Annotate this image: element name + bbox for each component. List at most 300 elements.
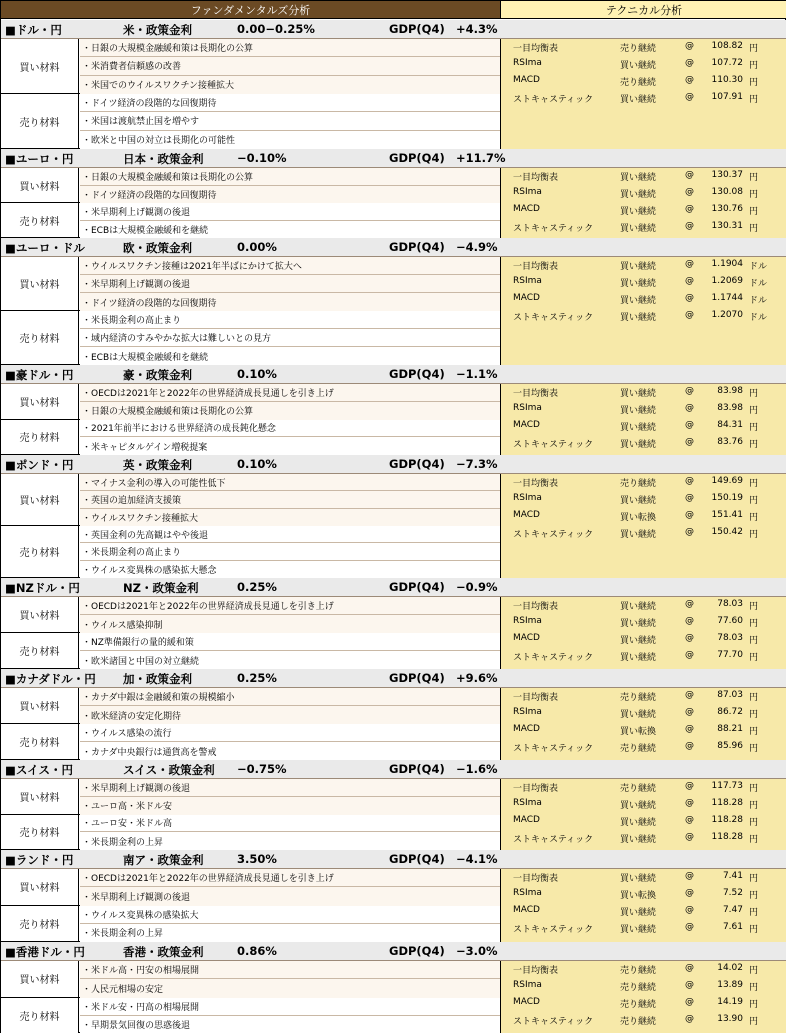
technical-panel bbox=[500, 168, 786, 238]
indicator-row bbox=[501, 779, 786, 796]
gdp-label: GDP(Q4) bbox=[389, 240, 445, 254]
policy-rate-value: 0.00% bbox=[237, 240, 277, 254]
at-symbol: @ bbox=[685, 420, 694, 430]
technical-header: テクニカル分析 bbox=[500, 1, 786, 19]
policy-rate-label: 加・政策金利 bbox=[123, 672, 192, 686]
indicator-name: MACD bbox=[513, 997, 540, 1007]
sell-materials-group bbox=[1, 724, 500, 760]
buy-material-item: ・人民元相場の安定 bbox=[80, 979, 500, 997]
buy-material-item: ・OECDは2021年と2022年の世界経済成長見通しを引き上げ bbox=[80, 384, 500, 402]
sell-label: 売り材料 bbox=[1, 203, 79, 237]
indicator-row bbox=[501, 978, 786, 995]
indicator-name: RSIma bbox=[513, 616, 542, 626]
indicator-value: 13.89 bbox=[717, 980, 743, 990]
indicator-value: 77.60 bbox=[717, 616, 743, 626]
sell-materials-group bbox=[1, 906, 500, 943]
gdp-value: −1.1% bbox=[456, 367, 498, 381]
sell-materials-group bbox=[1, 420, 500, 456]
indicator-unit: 円 bbox=[749, 874, 759, 884]
at-symbol: @ bbox=[685, 781, 694, 791]
indicator-name: ストキャスティック bbox=[513, 224, 594, 234]
at-symbol: @ bbox=[685, 599, 694, 609]
buy-material-item: ・米早期利上げ観測の後退 bbox=[80, 275, 500, 293]
buy-materials-group bbox=[1, 39, 500, 94]
gdp-value: −7.3% bbox=[456, 457, 498, 471]
indicator-value: 13.90 bbox=[717, 1014, 743, 1024]
sell-label: 売り材料 bbox=[1, 724, 79, 759]
indicator-name: RSIma bbox=[513, 798, 542, 808]
buy-label: 買い材料 bbox=[1, 257, 79, 310]
sell-material-item: ・ウイルス変異株の感染拡大懸念 bbox=[80, 561, 500, 578]
indicator-row bbox=[501, 705, 786, 722]
indicator-value: 130.37 bbox=[711, 170, 743, 180]
indicator-row bbox=[501, 525, 786, 542]
indicator-signal: 買い継続 bbox=[620, 801, 657, 811]
buy-label: 買い材料 bbox=[1, 688, 79, 723]
sell-label: 売り材料 bbox=[1, 311, 79, 364]
indicator-name: RSIma bbox=[513, 276, 542, 286]
indicator-signal: 買い継続 bbox=[620, 619, 657, 629]
at-symbol: @ bbox=[685, 997, 694, 1007]
indicator-name: 一目均衡表 bbox=[513, 602, 559, 612]
buy-materials-group bbox=[1, 597, 500, 633]
sell-material-item: ・域内経済のすみやかな拡大は難しいとの見方 bbox=[80, 329, 500, 347]
indicator-value: 14.02 bbox=[717, 963, 743, 973]
indicator-value: 83.98 bbox=[717, 386, 743, 396]
indicator-value: 130.31 bbox=[711, 221, 743, 231]
buy-materials-group bbox=[1, 474, 500, 526]
sell-label: 売り材料 bbox=[1, 998, 79, 1033]
indicator-signal: 買い継続 bbox=[620, 61, 657, 71]
sell-material-item: ・NZ準備銀行の量的緩和策 bbox=[80, 633, 500, 651]
at-symbol: @ bbox=[685, 41, 694, 51]
indicator-value: 107.91 bbox=[711, 92, 743, 102]
at-symbol: @ bbox=[685, 437, 694, 447]
indicator-value: 7.61 bbox=[722, 922, 743, 932]
indicator-signal: 売り継続 bbox=[620, 784, 657, 794]
indicator-unit: 円 bbox=[749, 818, 759, 828]
indicator-signal: 買い転換 bbox=[620, 891, 657, 901]
indicator-signal: 売り継続 bbox=[620, 1017, 657, 1027]
sell-material-item: ・米長期金利の高止まり bbox=[80, 311, 500, 329]
indicator-name: 一目均衡表 bbox=[513, 262, 559, 272]
policy-rate-label: NZ・政策金利 bbox=[123, 581, 199, 595]
indicator-value: 151.41 bbox=[711, 510, 743, 520]
indicator-signal: 買い継続 bbox=[620, 423, 657, 433]
section-title bbox=[1, 760, 786, 779]
indicator-unit: 円 bbox=[749, 602, 759, 612]
indicator-name: RSIma bbox=[513, 888, 542, 898]
indicator-name: 一目均衡表 bbox=[513, 44, 559, 54]
indicator-value: 118.28 bbox=[711, 815, 743, 825]
indicator-signal: 売り継続 bbox=[620, 983, 657, 993]
indicator-name: RSIma bbox=[513, 403, 542, 413]
at-symbol: @ bbox=[685, 922, 694, 932]
indicator-signal: 買い継続 bbox=[620, 908, 657, 918]
indicator-row bbox=[501, 401, 786, 418]
currency-section bbox=[1, 760, 786, 850]
indicator-unit: 円 bbox=[749, 61, 759, 71]
buy-materials-group bbox=[1, 869, 500, 906]
sell-materials-group bbox=[1, 633, 500, 669]
indicator-unit: 円 bbox=[749, 530, 759, 540]
sell-label: 売り材料 bbox=[1, 815, 79, 850]
indicator-row bbox=[501, 614, 786, 631]
policy-rate-label: スイス・政策金利 bbox=[123, 763, 215, 777]
indicator-signal: 買い継続 bbox=[620, 173, 657, 183]
indicator-signal: 売り継続 bbox=[620, 78, 657, 88]
indicator-row bbox=[501, 886, 786, 903]
buy-material-item: ・日銀の大規模金融緩和策は長期化の公算 bbox=[80, 39, 500, 57]
sell-materials-group bbox=[1, 94, 500, 149]
indicator-signal: 買い継続 bbox=[620, 874, 657, 884]
technical-panel bbox=[500, 961, 786, 1033]
buy-material-item: ・ウイルス感染抑制 bbox=[80, 615, 500, 633]
indicator-unit: 円 bbox=[749, 710, 759, 720]
indicator-name: ストキャスティック bbox=[513, 440, 594, 450]
at-symbol: @ bbox=[685, 187, 694, 197]
buy-materials-group bbox=[1, 779, 500, 815]
indicator-name: RSIma bbox=[513, 493, 542, 503]
indicator-unit: ドル bbox=[749, 313, 768, 323]
indicator-value: 150.42 bbox=[711, 527, 743, 537]
indicator-signal: 売り継続 bbox=[620, 966, 657, 976]
indicator-name: 一目均衡表 bbox=[513, 389, 559, 399]
policy-rate-value: 0.25% bbox=[237, 671, 277, 685]
sell-material-item: ・2021年前半における世界経済の成長鈍化懸念 bbox=[80, 420, 500, 438]
buy-material-item: ・マイナス金利の導入の可能性低下 bbox=[80, 474, 500, 491]
gdp-label: GDP(Q4) bbox=[389, 367, 445, 381]
indicator-row bbox=[501, 920, 786, 937]
indicator-name: ストキャスティック bbox=[513, 1017, 594, 1027]
at-symbol: @ bbox=[685, 1014, 694, 1024]
indicator-unit: 円 bbox=[749, 727, 759, 737]
indicator-signal: 買い継続 bbox=[620, 296, 657, 306]
buy-material-item: ・米ドル高・円安の相場展開 bbox=[80, 961, 500, 979]
technical-panel bbox=[500, 474, 786, 578]
policy-rate-value: 0.86% bbox=[237, 944, 277, 958]
at-symbol: @ bbox=[685, 832, 694, 842]
sell-material-item: ・早期景気回復の思惑後退 bbox=[80, 1016, 500, 1033]
policy-rate-value: −0.10% bbox=[237, 151, 287, 165]
indicator-signal: 買い継続 bbox=[620, 530, 657, 540]
indicator-signal: 買い継続 bbox=[620, 95, 657, 105]
indicator-value: 7.47 bbox=[722, 905, 743, 915]
sell-materials-group bbox=[1, 998, 500, 1033]
policy-rate-value: −0.75% bbox=[237, 762, 287, 776]
indicator-value: 78.03 bbox=[717, 599, 743, 609]
indicator-row bbox=[501, 722, 786, 739]
buy-materials-group bbox=[1, 168, 500, 203]
buy-material-item: ・日銀の大規模金融緩和策は長期化の公算 bbox=[80, 168, 500, 186]
indicator-unit: 円 bbox=[749, 693, 759, 703]
indicator-value: 150.19 bbox=[711, 493, 743, 503]
indicator-signal: 買い継続 bbox=[620, 406, 657, 416]
gdp-label: GDP(Q4) bbox=[389, 457, 445, 471]
sell-material-item: ・ECBは大規模金融緩和を継続 bbox=[80, 347, 500, 365]
indicator-unit: 円 bbox=[749, 784, 759, 794]
indicator-value: 83.76 bbox=[717, 437, 743, 447]
indicator-row bbox=[501, 56, 786, 73]
technical-panel bbox=[500, 779, 786, 850]
technical-panel bbox=[500, 384, 786, 455]
indicator-unit: 円 bbox=[749, 496, 759, 506]
buy-label: 買い材料 bbox=[1, 961, 79, 997]
indicator-value: 1.2070 bbox=[711, 310, 743, 320]
indicator-unit: 円 bbox=[749, 190, 759, 200]
currency-section bbox=[1, 669, 786, 760]
indicator-unit: 円 bbox=[749, 983, 759, 993]
indicator-value: 110.30 bbox=[711, 75, 743, 85]
indicator-name: 一目均衡表 bbox=[513, 874, 559, 884]
indicator-name: MACD bbox=[513, 815, 540, 825]
indicator-row bbox=[501, 185, 786, 202]
technical-panel bbox=[500, 688, 786, 760]
indicator-unit: 円 bbox=[749, 207, 759, 217]
technical-panel bbox=[500, 597, 786, 669]
policy-rate-label: 日本・政策金利 bbox=[123, 152, 204, 166]
indicator-signal: 売り継続 bbox=[620, 1000, 657, 1010]
currency-section bbox=[1, 850, 786, 942]
indicator-unit: 円 bbox=[749, 389, 759, 399]
indicator-row bbox=[501, 491, 786, 508]
section-title bbox=[1, 850, 786, 869]
indicator-row bbox=[501, 597, 786, 614]
buy-materials-group bbox=[1, 961, 500, 998]
at-symbol: @ bbox=[685, 276, 694, 286]
gdp-value: +9.6% bbox=[456, 671, 498, 685]
indicator-signal: 買い転換 bbox=[620, 727, 657, 737]
policy-rate-label: 英・政策金利 bbox=[123, 458, 192, 472]
at-symbol: @ bbox=[685, 871, 694, 881]
indicator-row bbox=[501, 1012, 786, 1029]
indicator-row bbox=[501, 291, 786, 308]
indicator-unit: 円 bbox=[749, 1000, 759, 1010]
indicator-row bbox=[501, 384, 786, 401]
at-symbol: @ bbox=[685, 690, 694, 700]
currency-section bbox=[1, 942, 786, 1033]
currency-pair: ■ポンド・円 bbox=[5, 458, 74, 472]
at-symbol: @ bbox=[685, 888, 694, 898]
gdp-value: −1.6% bbox=[456, 762, 498, 776]
section-title bbox=[1, 149, 786, 168]
indicator-unit: 円 bbox=[749, 966, 759, 976]
indicator-name: ストキャスティック bbox=[513, 530, 594, 540]
indicator-name: ストキャスティック bbox=[513, 925, 594, 935]
buy-material-item: ・ドイツ経済の段階的な回復期待 bbox=[80, 293, 500, 311]
indicator-value: 117.73 bbox=[711, 781, 743, 791]
at-symbol: @ bbox=[685, 170, 694, 180]
fundamentals-header: ファンダメンタルズ分析 bbox=[1, 1, 500, 19]
indicator-name: MACD bbox=[513, 724, 540, 734]
buy-label: 買い材料 bbox=[1, 597, 79, 632]
indicator-row bbox=[501, 995, 786, 1012]
indicator-value: 118.28 bbox=[711, 798, 743, 808]
sell-material-item: ・ウイルス感染の流行 bbox=[80, 724, 500, 742]
indicator-signal: 買い継続 bbox=[620, 207, 657, 217]
indicator-row bbox=[501, 739, 786, 756]
sell-materials-group bbox=[1, 203, 500, 238]
at-symbol: @ bbox=[685, 259, 694, 269]
at-symbol: @ bbox=[685, 724, 694, 734]
currency-pair: ■ランド・円 bbox=[5, 853, 74, 867]
gdp-label: GDP(Q4) bbox=[389, 22, 445, 36]
indicator-unit: 円 bbox=[749, 925, 759, 935]
indicator-row bbox=[501, 688, 786, 705]
indicator-value: 118.28 bbox=[711, 832, 743, 842]
indicator-name: MACD bbox=[513, 633, 540, 643]
indicator-name: 一目均衡表 bbox=[513, 479, 559, 489]
buy-material-item: ・米消費者信頼感の改善 bbox=[80, 57, 500, 75]
indicator-row bbox=[501, 961, 786, 978]
indicator-name: ストキャスティック bbox=[513, 95, 594, 105]
indicator-name: 一目均衡表 bbox=[513, 693, 559, 703]
indicator-unit: 円 bbox=[749, 801, 759, 811]
indicator-unit: 円 bbox=[749, 479, 759, 489]
at-symbol: @ bbox=[685, 905, 694, 915]
currency-section bbox=[1, 149, 786, 238]
sell-material-item: ・米長期金利の上昇 bbox=[80, 924, 500, 942]
indicator-name: MACD bbox=[513, 293, 540, 303]
sell-label: 売り材料 bbox=[1, 526, 79, 577]
at-symbol: @ bbox=[685, 75, 694, 85]
buy-label: 買い材料 bbox=[1, 384, 79, 419]
at-symbol: @ bbox=[685, 510, 694, 520]
buy-material-item: ・OECDは2021年と2022年の世界経済成長見通しを引き上げ bbox=[80, 597, 500, 615]
buy-material-item: ・OECDは2021年と2022年の世界経済成長見通しを引き上げ bbox=[80, 869, 500, 887]
sell-material-item: ・米キャピタルゲイン増税提案 bbox=[80, 437, 500, 455]
buy-material-item: ・米国でのウイルスワクチン接種拡大 bbox=[80, 76, 500, 94]
indicator-unit: ドル bbox=[749, 296, 768, 306]
sell-label: 売り材料 bbox=[1, 420, 79, 455]
indicator-value: 86.72 bbox=[717, 707, 743, 717]
buy-label: 買い材料 bbox=[1, 869, 79, 905]
indicator-row bbox=[501, 219, 786, 236]
at-symbol: @ bbox=[685, 963, 694, 973]
currency-section bbox=[1, 20, 786, 149]
indicator-value: 7.52 bbox=[722, 888, 743, 898]
indicator-row bbox=[501, 39, 786, 56]
sell-material-item: ・米長期金利の高止まり bbox=[80, 543, 500, 560]
indicator-value: 78.03 bbox=[717, 633, 743, 643]
gdp-value: +4.3% bbox=[456, 22, 498, 36]
indicator-unit: 円 bbox=[749, 406, 759, 416]
indicator-row bbox=[501, 90, 786, 107]
policy-rate-label: 欧・政策金利 bbox=[123, 241, 192, 255]
indicator-unit: 円 bbox=[749, 619, 759, 629]
buy-material-item: ・カナダ中銀は金融緩和策の規模縮小 bbox=[80, 688, 500, 706]
indicator-name: 一目均衡表 bbox=[513, 966, 559, 976]
policy-rate-value: 0.00−0.25% bbox=[237, 22, 315, 36]
indicator-signal: 売り継続 bbox=[620, 44, 657, 54]
indicator-unit: 円 bbox=[749, 908, 759, 918]
indicator-name: MACD bbox=[513, 510, 540, 520]
currency-pair: ■NZドル・円 bbox=[5, 581, 80, 595]
section-title bbox=[1, 455, 786, 474]
indicator-row bbox=[501, 308, 786, 325]
indicator-value: 149.69 bbox=[711, 476, 743, 486]
indicator-row bbox=[501, 869, 786, 886]
indicator-name: ストキャスティック bbox=[513, 744, 594, 754]
buy-material-item: ・日銀の大規模金融緩和策は長期化の公算 bbox=[80, 402, 500, 420]
indicator-unit: 円 bbox=[749, 224, 759, 234]
indicator-unit: 円 bbox=[749, 891, 759, 901]
indicator-unit: 円 bbox=[749, 744, 759, 754]
indicator-row bbox=[501, 435, 786, 452]
at-symbol: @ bbox=[685, 650, 694, 660]
buy-material-item: ・ユーロ高・米ドル安 bbox=[80, 797, 500, 815]
indicator-name: ストキャスティック bbox=[513, 835, 594, 845]
indicator-signal: 売り継続 bbox=[620, 693, 657, 703]
at-symbol: @ bbox=[685, 633, 694, 643]
indicator-signal: 買い継続 bbox=[620, 653, 657, 663]
buy-material-item: ・英国の追加経済支援策 bbox=[80, 491, 500, 508]
indicator-signal: 買い継続 bbox=[620, 602, 657, 612]
indicator-signal: 売り継続 bbox=[620, 744, 657, 754]
gdp-label: GDP(Q4) bbox=[389, 151, 445, 165]
indicator-signal: 買い継続 bbox=[620, 224, 657, 234]
indicator-unit: 円 bbox=[749, 423, 759, 433]
sell-material-item: ・欧米と中国の対立は長期化の可能性 bbox=[80, 131, 500, 149]
policy-rate-label: 南ア・政策金利 bbox=[123, 853, 204, 867]
indicator-signal: 買い継続 bbox=[620, 710, 657, 720]
indicator-value: 108.82 bbox=[711, 41, 743, 51]
indicator-row bbox=[501, 274, 786, 291]
indicator-row bbox=[501, 257, 786, 274]
at-symbol: @ bbox=[685, 980, 694, 990]
gdp-value: −3.0% bbox=[456, 944, 498, 958]
indicator-value: 77.70 bbox=[717, 650, 743, 660]
indicator-name: RSIma bbox=[513, 187, 542, 197]
policy-rate-label: 米・政策金利 bbox=[123, 23, 192, 37]
at-symbol: @ bbox=[685, 741, 694, 751]
indicator-value: 7.41 bbox=[722, 871, 743, 881]
indicator-name: MACD bbox=[513, 75, 540, 85]
at-symbol: @ bbox=[685, 493, 694, 503]
section-title bbox=[1, 578, 786, 597]
indicator-unit: ドル bbox=[749, 262, 768, 272]
currency-pair: ■カナダドル・円 bbox=[5, 672, 96, 686]
buy-label: 買い材料 bbox=[1, 168, 79, 202]
indicator-name: ストキャスティック bbox=[513, 313, 594, 323]
indicator-name: MACD bbox=[513, 420, 540, 430]
currency-pair: ■豪ドル・円 bbox=[5, 368, 74, 382]
buy-materials-group bbox=[1, 688, 500, 724]
gdp-value: +11.7% bbox=[456, 151, 506, 165]
indicator-row bbox=[501, 418, 786, 435]
indicator-signal: 買い継続 bbox=[620, 440, 657, 450]
indicator-value: 83.98 bbox=[717, 403, 743, 413]
at-symbol: @ bbox=[685, 707, 694, 717]
technical-panel bbox=[500, 257, 786, 365]
buy-label: 買い材料 bbox=[1, 779, 79, 814]
indicator-signal: 売り継続 bbox=[620, 479, 657, 489]
sell-material-item: ・米ドル安・円高の相場展開 bbox=[80, 998, 500, 1016]
indicator-signal: 買い継続 bbox=[620, 835, 657, 845]
indicator-row bbox=[501, 508, 786, 525]
indicator-value: 107.72 bbox=[711, 58, 743, 68]
indicator-signal: 買い転換 bbox=[620, 513, 657, 523]
indicator-name: MACD bbox=[513, 905, 540, 915]
buy-materials-group bbox=[1, 384, 500, 420]
buy-material-item: ・欧米経済の安定化期待 bbox=[80, 706, 500, 724]
at-symbol: @ bbox=[685, 204, 694, 214]
sell-materials-group bbox=[1, 526, 500, 578]
indicator-row bbox=[501, 631, 786, 648]
indicator-name: ストキャスティック bbox=[513, 653, 594, 663]
gdp-label: GDP(Q4) bbox=[389, 671, 445, 685]
section-title bbox=[1, 365, 786, 384]
